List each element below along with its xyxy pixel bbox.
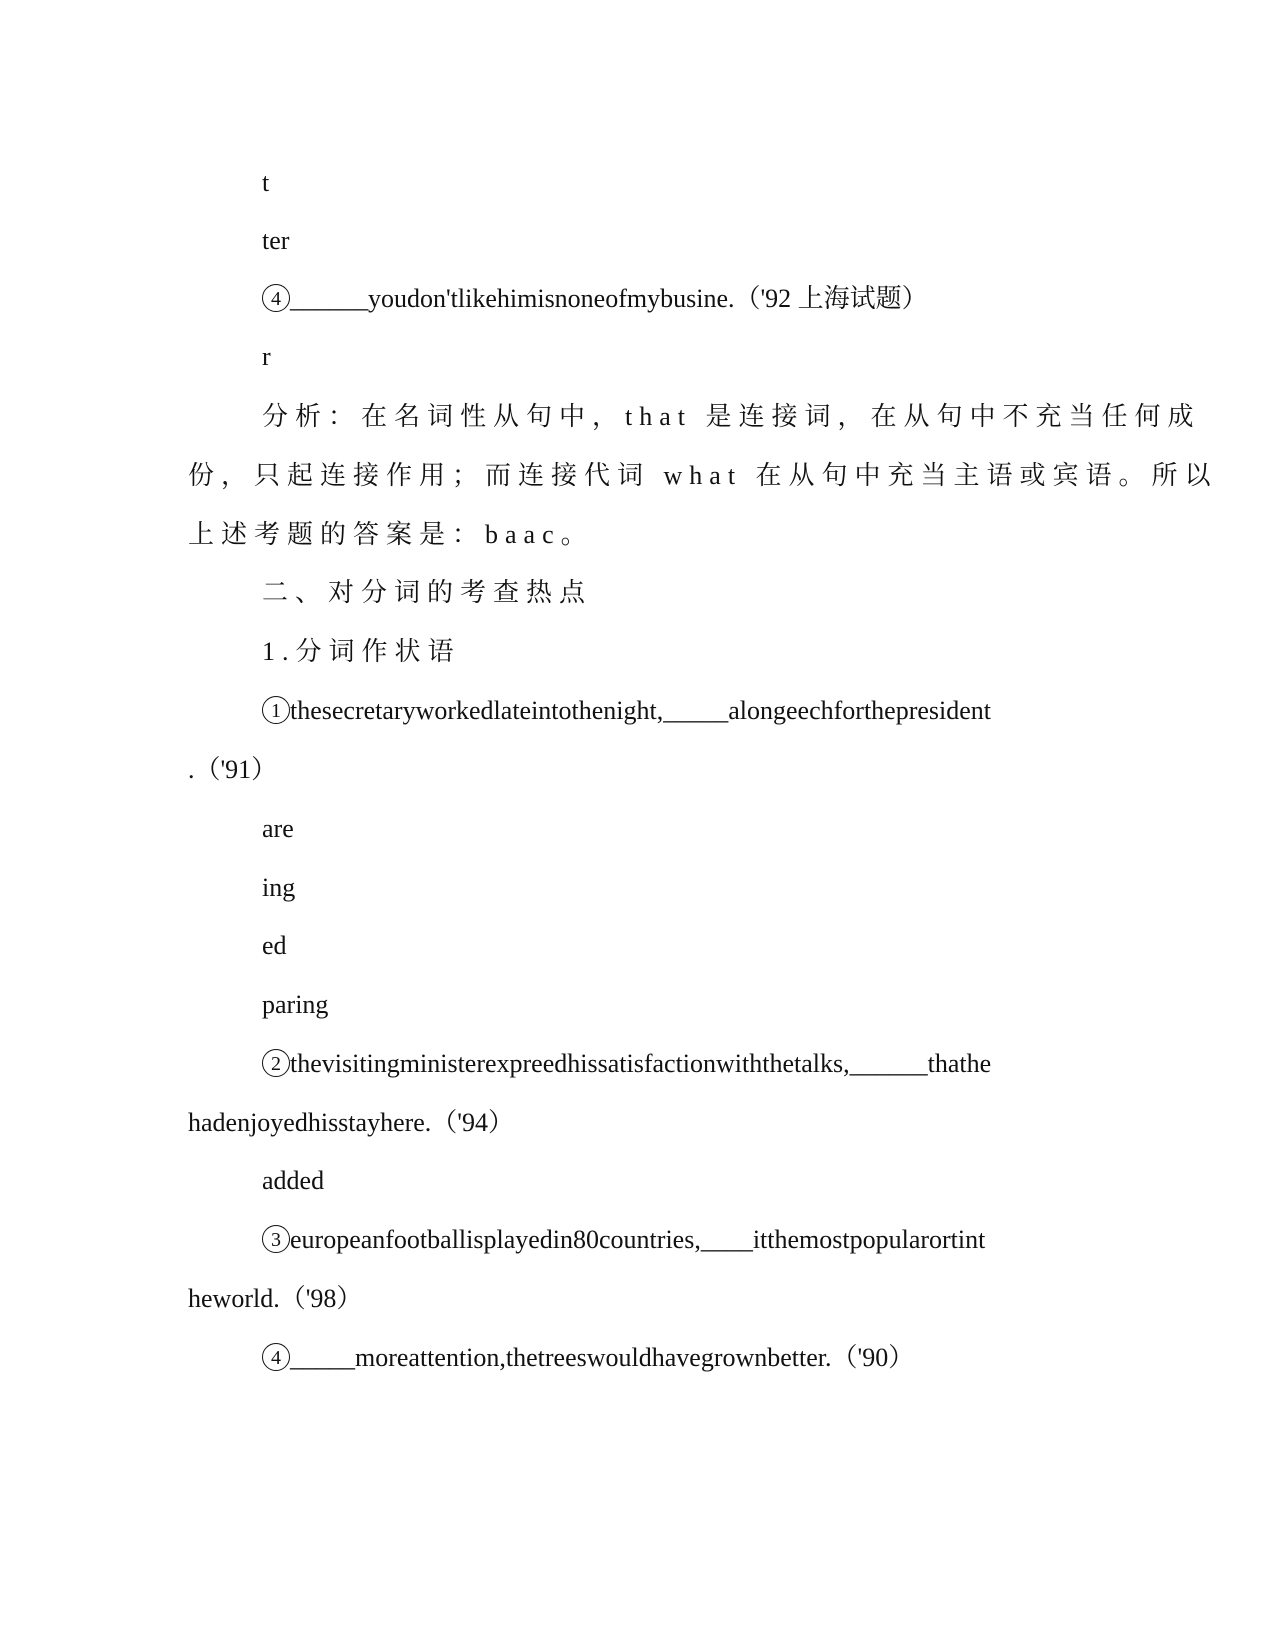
- question-continuation-line: [188, 1282, 362, 1316]
- analysis-paragraph-line: [188, 518, 594, 552]
- subsection-heading: [262, 635, 461, 669]
- question-line: [262, 1341, 914, 1375]
- answer-option-line: [262, 871, 295, 905]
- line-text: 份，只起连接作用；而连接代词 what 在从句中充当主语或宾语。所以: [188, 461, 1218, 490]
- question-number-badge: 4: [262, 284, 290, 312]
- question-continuation-line: [188, 1106, 514, 1140]
- question-number-badge: 2: [262, 1049, 290, 1077]
- answer-option-line: [262, 988, 328, 1022]
- answer-option-line: [262, 224, 289, 258]
- question-line: [262, 694, 991, 728]
- line-text: added: [262, 1166, 325, 1195]
- line-text: ing: [262, 873, 296, 902]
- analysis-paragraph-line: [262, 400, 1201, 434]
- analysis-paragraph-line: [188, 459, 1218, 493]
- line-text: t: [262, 168, 270, 197]
- question-text: europeanfootballisplayedin80countries,____itthemostpopularortint: [290, 1225, 986, 1254]
- question-line: [262, 1223, 985, 1257]
- answer-option-line: [262, 166, 269, 200]
- line-text: 分析：在名词性从句中，that 是连接词，在从句中不充当任何成: [262, 402, 1201, 431]
- line-text: are: [262, 814, 294, 843]
- heading-text: 二、对分词的考查热点: [262, 578, 593, 607]
- answer-option-line: [262, 1164, 324, 1198]
- line-text: ed: [262, 931, 287, 960]
- section-heading: [262, 576, 592, 610]
- question-number-badge: 4: [262, 1343, 290, 1371]
- question-text: thesecretaryworkedlateintothenight,_____alongeechforthepresident: [290, 696, 992, 725]
- question-number-badge: 1: [262, 696, 290, 724]
- answer-option-line: [262, 812, 294, 846]
- question-line: [262, 282, 928, 316]
- question-continuation-line: [188, 753, 277, 787]
- question-line: [262, 1047, 991, 1081]
- line-text: r: [262, 342, 271, 371]
- line-text: heworld.（'98）: [188, 1284, 363, 1313]
- question-text: thevisitingministerexpreedhissatisfactionwiththetalks,______thathe: [290, 1049, 992, 1078]
- question-text: ______youdon'tlikehimisnoneofmybusine.（'92 上海试题）: [290, 284, 928, 313]
- heading-text: 1.分词作状语: [262, 637, 461, 666]
- line-text: 上述考题的答案是：baac。: [188, 520, 594, 549]
- line-text: .（'91）: [188, 755, 278, 784]
- line-text: paring: [262, 990, 329, 1019]
- line-text: hadenjoyedhisstayhere.（'94）: [188, 1108, 514, 1137]
- answer-option-line: [262, 929, 287, 963]
- question-number-badge: 3: [262, 1225, 290, 1253]
- line-text: ter: [262, 226, 290, 255]
- question-text: _____moreattention,thetreeswouldhavegrownbetter.（'90）: [290, 1343, 915, 1372]
- answer-option-line: [262, 340, 271, 374]
